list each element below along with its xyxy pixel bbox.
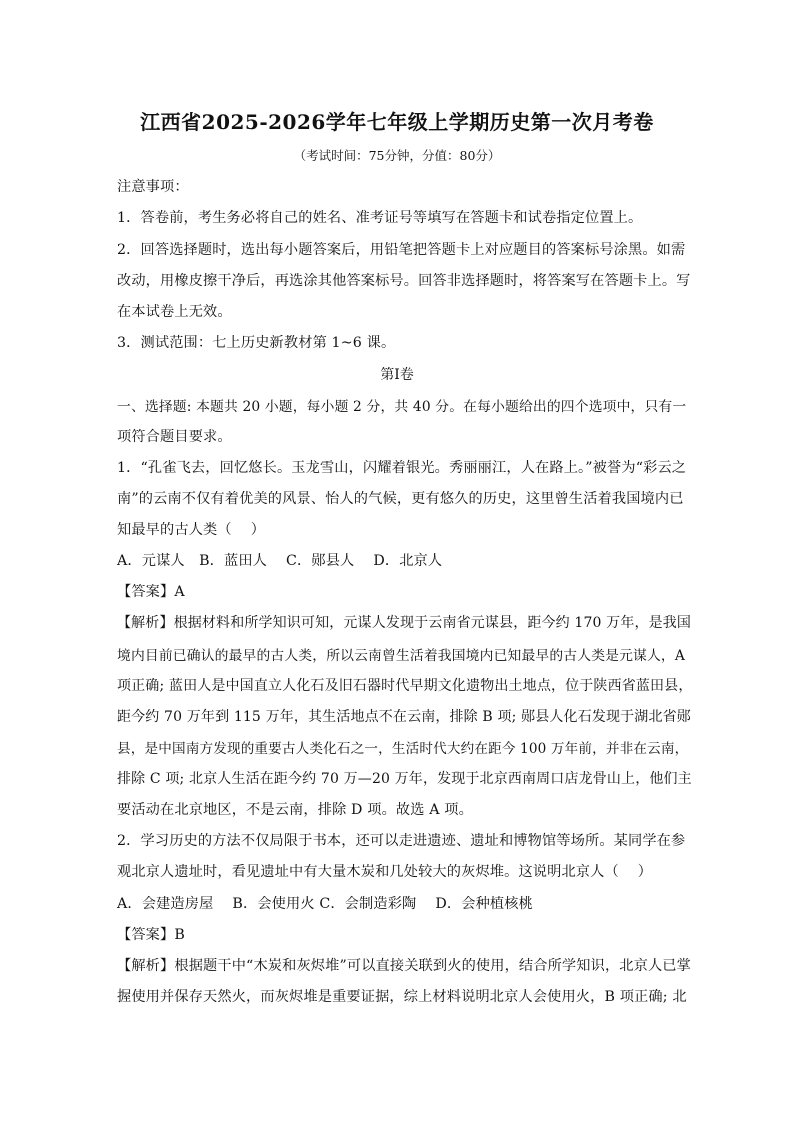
question-2-stem: 观北京人遗址时，看见遗址中有大量木炭和几处较大的灰烬堆。这说明北京人（ ）	[117, 864, 653, 880]
question-1-analysis: 距今约 70 万年到 115 万年，其生活地点不在云南，排除 B 项; 郧县人化石发现于湖北省郧	[117, 709, 691, 725]
instruction-line: 项符合题目要求。	[117, 429, 232, 445]
question-1-analysis: 要活动在北京地区，不是云南，排除 D 项。故选 A 项。	[117, 802, 473, 818]
section-title: 第Ⅰ卷	[380, 367, 414, 383]
instruction-line: 一、选择题: 本题共 20 小题，每小题 2 分，共 40 分。在每小题给出的四个选项中，只有一	[117, 399, 687, 415]
question-2-answer: 【答案】B	[117, 927, 185, 943]
note-line: 2．回答选择题时，选出每小题答案后，用铅笔把答题卡上对应题目的答案标号涂黑。如需	[117, 242, 686, 258]
question-1-stem: 1．“孔雀飞去，回忆悠长。玉龙雪山，闪耀着银光。秀丽丽江，人在路上。”被誉为“彩云之	[117, 460, 687, 476]
question-1-answer: 【答案】A	[117, 584, 185, 600]
question-1-stem: 知最早的古人类（ ）	[117, 522, 266, 538]
question-1-analysis: 县，是中国南方发现的重要古人类化石之一，生活时代大约在距今 100 万年前，并非在云南，	[117, 741, 689, 757]
note-line: 改动，用橡皮擦干净后，再选涂其他答案标号。回答非选择题时，将答案写在答题卡上。写	[117, 273, 691, 289]
question-1-stem: 南”的云南不仅有着优美的风景、怡人的气候，更有悠久的历史，这里曾生活着我国境内已	[117, 491, 684, 507]
question-1-analysis: 排除 C 项; 北京人生活在距今约 70 万—20 万年，发现于北京西南周口店龙骨山上，他们主	[117, 771, 692, 787]
note-line: 3．测试范围：七上历史新教材第 1~6 课。	[117, 335, 396, 351]
question-1-analysis: 【解析】根据材料和所学知识可知，元谋人发现于云南省元谋县，距今约 170 万年，是我国	[117, 615, 692, 631]
exam-info: （考试时间：75分钟，分值：80分）	[293, 148, 501, 163]
question-2-options: A．会建造房屋 B．会使用火 C．会制造彩陶 D．会种植核桃	[117, 896, 533, 912]
question-2-analysis: 握使用并保存天然火，而灰烬堆是重要证据，综上材料说明北京人会使用火，B 项正确; 北	[117, 989, 687, 1005]
note-line: 1．答卷前，考生务必将自己的姓名、准考证号等填写在答题卡和试卷指定位置上。	[117, 210, 643, 226]
question-2-analysis: 【解析】根据题干中“木炭和灰烬堆”可以直接关联到火的使用，结合所学知识，北京人已掌	[117, 958, 691, 974]
question-1-options: A．元谋人 B．蓝田人 C．郧县人 D．北京人	[117, 553, 443, 569]
note-line: 在本试卷上无效。	[117, 304, 232, 320]
question-1-analysis: 境内目前已确认的最早的古人类，所以云南曾生活着我国境内已知最早的古人类是元谋人，A	[117, 648, 685, 664]
page-title: 江西省2025-2026学年七年级上学期历史第一次月考卷	[140, 110, 654, 134]
question-2-stem: 2．学习历史的方法不仅局限于书本，还可以走进遗迹、遗址和博物馆等场所。某同学在参	[117, 833, 686, 849]
question-1-analysis: 项正确; 蓝田人是中国直立人化石及旧石器时代早期文化遗物出土地点，位于陕西省蓝田县，	[117, 678, 693, 694]
notes-heading: 注意事项：	[117, 179, 189, 195]
